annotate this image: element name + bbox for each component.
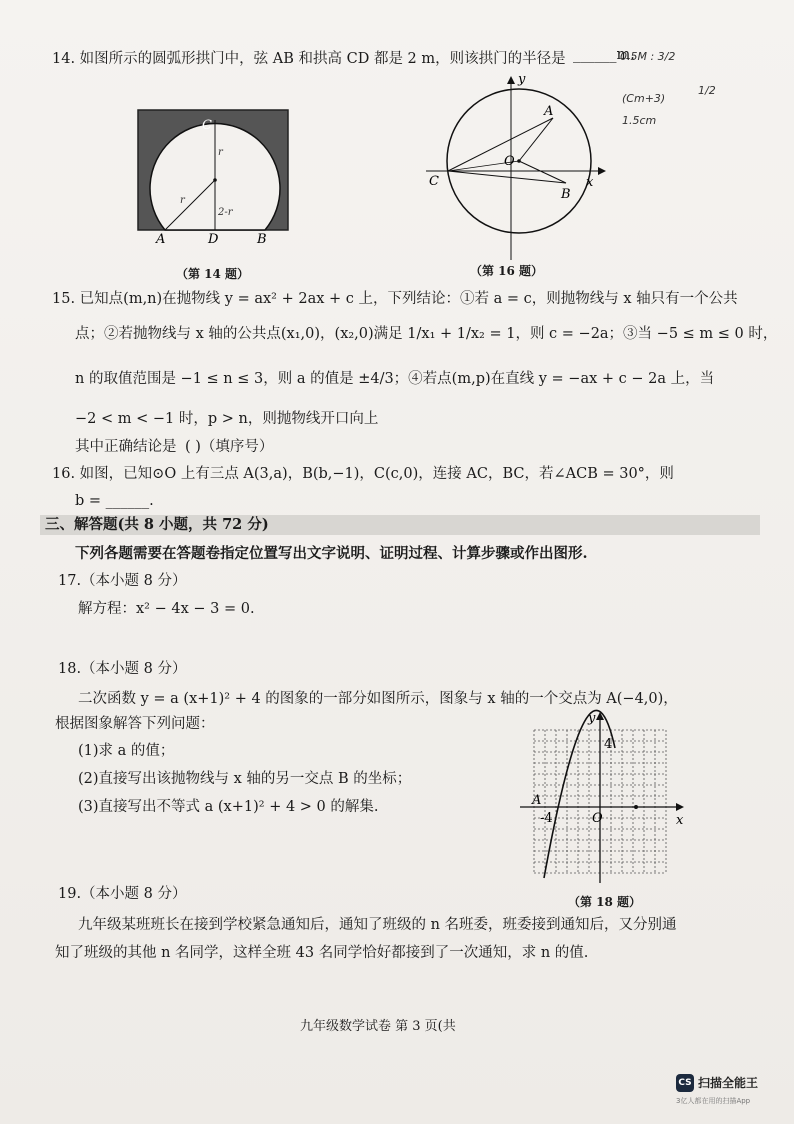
q15-line-1: 15. 已知点(m,n)在抛物线 y = ax² + 2ax + c 上，下列结论：①若 a = c，则抛物线与 x 轴只有一个公共 [52,291,738,307]
page-footer: 九年级数学试卷 第 3 页(共 [300,1019,456,1034]
q16-circle-figure [418,70,608,265]
camscanner-tagline: 3亿人都在用的扫描App [676,1097,751,1105]
q14-text: 14. 如图所示的圆弧形拱门中，弦 AB 和拱高 CD 都是 2 m，则该拱门的半径是 [52,51,566,67]
q18-label-o: O [592,811,603,826]
camscanner-logo-icon: CS [676,1074,694,1092]
q16-label-a: A [544,104,554,119]
handwritten-note-4: 1/2 [698,84,716,97]
q18-label-neg4: -4 [540,811,553,826]
q14-label-r2: r [180,195,185,206]
handwritten-note-3: 1.5cm [622,114,657,127]
q18-part-1: (1)求 a 的值； [78,743,175,759]
q18-heading: 18.（本小题 8 分） [58,661,187,677]
section-3-title: 三、解答题(共 8 小题，共 72 分) [45,516,269,533]
q14-label-c: C [202,118,212,133]
q18-line-1: 二次函数 y = a (x+1)² + 4 的图象的一部分如图所示，图象与 x 轴的一个交点为 A(−4,0)， [78,691,678,707]
q18-line-2: 根据图象解答下列问题： [55,716,215,732]
camscanner-name: 扫描全能王 [698,1076,759,1090]
q19-line-2: 知了班级的其他 n 名同学，这样全班 43 名同学恰好都接到了一次通知，求 n 的值. [55,945,589,961]
q18-caption: （第 18 题） [568,895,642,909]
q15-line-3: n 的取值范围是 −1 ≤ n ≤ 3，则 a 的值是 ±4/3；④若点(m,p)在直线 y = −ax + c − 2a 上，当 [75,371,715,387]
q18-label-y: y [588,711,596,726]
q14-arch-figure [130,105,300,250]
q16-label-c: C [429,174,439,189]
q14-blank: ______m. [573,47,635,63]
q15-answer-label: 其中正确结论是 [75,439,177,455]
q15-line-2: 点；②若抛物线与 x 轴的公共点(x₁,0)，(x₂,0)满足 1/x₁ + 1/x₂ = 1，则 c = −2a；③当 −5 ≤ m ≤ 0 时， [75,326,778,342]
q16-label-b: B [561,187,571,202]
q14-label-r1: r [218,147,223,158]
q16-label-y: y [518,72,526,87]
q14-label-d: D [208,232,219,247]
handwritten-note-2: (Cm+3) [622,92,666,105]
q14-label-h: 2-r [218,207,233,218]
q15-line-4: −2 < m < −1 时，p > n，则抛物线开口向上 [75,411,379,427]
q17-heading: 17.（本小题 8 分） [58,573,187,589]
q18-label-a: A [532,793,542,808]
q18-label-x: x [676,813,684,828]
q17-body: 解方程：x² − 4x − 3 = 0. [78,601,255,617]
q14-label-b: B [257,232,267,247]
section-3-intro: 下列各题需要在答题卷指定位置写出文字说明、证明过程、计算步骤或作出图形. [75,545,588,562]
q18-part-2: (2)直接写出该抛物线与 x 轴的另一交点 B 的坐标； [78,771,412,787]
q16-line-1: 16. 如图，已知⊙O 上有三点 A(3,a)，B(b,−1)，C(c,0)，连接 AC，BC，若∠ACB = 30°，则 [52,466,674,482]
q15-answer-blank: ( )（填序号） [185,439,274,455]
q14-label-a: A [156,232,166,247]
q14-caption: （第 14 题） [176,267,250,281]
handwritten-note-1: 0.5M : 3/2 [620,50,676,63]
q18-label-4: 4 [604,737,613,752]
q16-line-2: b = ______. [75,493,154,509]
q18-graph [520,708,690,888]
q16-label-x: x [586,175,594,190]
q19-line-1: 九年级某班班长在接到学校紧急通知后，通知了班级的 n 名班委，班委接到通知后，又分别通 [78,917,677,933]
q18-part-3: (3)直接写出不等式 a (x+1)² + 4 > 0 的解集. [78,799,379,815]
q19-heading: 19.（本小题 8 分） [58,886,187,902]
q16-label-o: O [504,154,515,169]
q16-caption: （第 16 题） [470,264,544,278]
